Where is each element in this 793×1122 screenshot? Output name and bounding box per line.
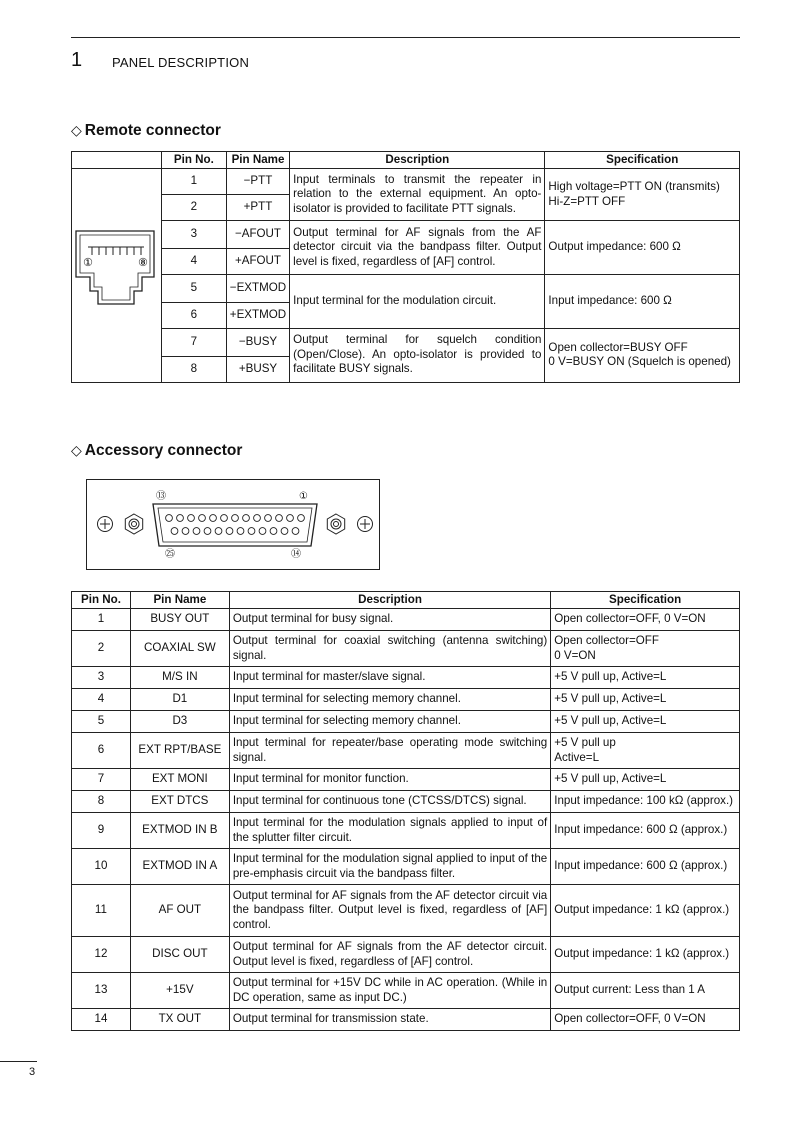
spec-line: +5 V pull up — [554, 736, 616, 749]
pin-name: −BUSY — [226, 328, 289, 356]
pin-description: Input terminal for the modulation circuit. — [290, 274, 545, 328]
page-number: 3 — [29, 1066, 36, 1078]
pin-no: 9 — [72, 813, 131, 849]
chapter-title: PANEL DESCRIPTION — [112, 55, 250, 70]
table-row — [72, 791, 740, 813]
db25-pin-hole — [287, 515, 294, 522]
header-pin-no: Pin No. — [72, 592, 131, 609]
pin-name: DISC OUT — [130, 937, 229, 973]
db25-pin-hole — [237, 528, 244, 535]
pin-no: 5 — [72, 711, 131, 733]
pin-description: Input terminal for selecting memory channel. — [229, 711, 550, 733]
diamond-icon: ◇ — [71, 442, 82, 458]
pin-description: Output terminal for busy signal. — [229, 609, 550, 631]
table-row — [72, 813, 740, 849]
pin-description: Input terminal for selecting memory channel. — [229, 689, 550, 711]
pin-no: 12 — [72, 937, 131, 973]
pin-specification — [545, 169, 740, 221]
table-row — [72, 667, 740, 689]
db25-pin-hole — [226, 528, 233, 535]
spec-line: Output impedance: 1 kΩ (approx.) — [554, 947, 730, 961]
accessory-connector-table — [71, 591, 740, 1031]
pin-specification — [551, 1009, 740, 1031]
pin-no: 3 — [72, 667, 131, 689]
spec-line: Output current: Less than 1 A — [554, 983, 706, 997]
pin-no: 8 — [161, 356, 226, 382]
spec-line: 0 V=BUSY ON (Squelch is opened) — [548, 355, 731, 369]
rj45-connector-cell — [72, 169, 162, 383]
pin-no: 2 — [72, 631, 131, 667]
spec-line: 0 V=ON — [554, 648, 596, 662]
header-specification: Specification — [551, 592, 740, 609]
pin-name: −EXTMOD — [226, 274, 289, 302]
pin-description: Output terminal for AF signals from the AF detector circuit via the bandpass filter. Output level is fixed, regardless of [AF] control. — [229, 885, 550, 937]
pin-label-25: ㉕ — [165, 549, 175, 560]
pin-specification — [551, 667, 740, 689]
spec-line: Open collector=OFF — [554, 634, 659, 647]
pin-description: Input terminal for continuous tone (CTCSS/DTCS) signal. — [229, 791, 550, 813]
pin-description: Input terminal for the modulation signal applied to input of the pre-emphasis circuit via the bandpass filter. — [229, 849, 550, 885]
pin-name: +EXTMOD — [226, 302, 289, 328]
pin-specification — [551, 733, 740, 769]
table-header-row — [72, 592, 740, 609]
accessory-table-body — [72, 609, 740, 1031]
table-row — [72, 274, 740, 302]
db25-pin-hole — [171, 528, 178, 535]
spec-line: Output impedance: 600 Ω — [548, 240, 681, 254]
pin-description: Output terminal for squelch condition (Open/Close). An opto-isolator is provided to facilitate BUSY signals. — [290, 328, 545, 382]
pin-specification — [551, 973, 740, 1009]
chapter-number: 1 — [71, 49, 83, 71]
db25-pin-hole — [188, 515, 195, 522]
pin-no: 13 — [72, 973, 131, 1009]
pin-no: 7 — [72, 769, 131, 791]
pin-no: 7 — [161, 328, 226, 356]
pin-name: −AFOUT — [226, 221, 289, 249]
db25-pin-hole — [248, 528, 255, 535]
pin-name: D1 — [130, 689, 229, 711]
pin-name: +PTT — [226, 195, 289, 221]
table-row — [72, 609, 740, 631]
table-row — [72, 328, 740, 356]
db25-connector-icon — [87, 480, 379, 569]
header-description: Description — [229, 592, 550, 609]
header-specification: Specification — [545, 152, 740, 169]
pin-label-1: ① — [83, 256, 93, 269]
db25-pin-hole — [298, 515, 305, 522]
spec-line: Open collector=OFF, 0 V=ON — [554, 612, 706, 626]
pin-specification — [551, 885, 740, 937]
pin-no: 4 — [161, 248, 226, 274]
db25-pin-hole — [259, 528, 266, 535]
header-pin-name: Pin Name — [226, 152, 289, 169]
accessory-section-title — [71, 442, 242, 460]
db25-pin-hole — [193, 528, 200, 535]
hex-nut-left-icon — [125, 514, 142, 534]
table-row — [72, 733, 740, 769]
pin-description: Input terminal for master/slave signal. — [229, 667, 550, 689]
pin-specification — [551, 689, 740, 711]
table-row — [72, 849, 740, 885]
screw-left-icon — [98, 517, 113, 532]
pin-description: Output terminal for AF signals from the AF detector circuit via the bandpass filter. Output level is fixed, regardless of [AF] control. — [290, 221, 545, 275]
remote-connector-table — [71, 151, 740, 383]
pin-no: 5 — [161, 274, 226, 302]
pin-specification — [551, 937, 740, 973]
table-row — [72, 631, 740, 667]
pin-no: 6 — [72, 733, 131, 769]
pin-label-1: ① — [299, 491, 308, 502]
rj45-connector-icon — [72, 169, 160, 377]
pin-name: EXTMOD IN A — [130, 849, 229, 885]
db25-inner-shell — [158, 508, 312, 542]
db25-pin-hole — [254, 515, 261, 522]
footer-rule — [0, 1061, 37, 1062]
spec-line: Output impedance: 1 kΩ (approx.) — [554, 903, 730, 917]
pin-description: Input terminal for monitor function. — [229, 769, 550, 791]
screw-right-icon — [358, 517, 373, 532]
pin-description: Input terminal for repeater/base operating mode switching signal. — [229, 733, 550, 769]
pin-name: −PTT — [226, 169, 289, 195]
pin-no: 11 — [72, 885, 131, 937]
spec-line: Input impedance: 600 Ω (approx.) — [554, 823, 728, 837]
db25-pin-hole — [243, 515, 250, 522]
pin-no: 3 — [161, 221, 226, 249]
table-row — [72, 711, 740, 733]
pin-name: EXT DTCS — [130, 791, 229, 813]
hex-nut-right-icon — [327, 514, 344, 534]
pin-specification — [545, 328, 740, 382]
spec-line: +5 V pull up, Active=L — [554, 714, 667, 728]
spec-line: Active=L — [554, 750, 600, 764]
pin-no: 14 — [72, 1009, 131, 1031]
pin-name: +15V — [130, 973, 229, 1009]
table-row — [72, 689, 740, 711]
pin-specification — [545, 274, 740, 328]
pin-no: 4 — [72, 689, 131, 711]
pin-no: 1 — [72, 609, 131, 631]
table-row — [72, 769, 740, 791]
db25-pin-hole — [182, 528, 189, 535]
pin-name: EXT MONI — [130, 769, 229, 791]
remote-section-title — [71, 122, 221, 140]
pin-name: M/S IN — [130, 667, 229, 689]
pin-name: +AFOUT — [226, 248, 289, 274]
pin-description: Output terminal for transmission state. — [229, 1009, 550, 1031]
spec-line: High voltage=PTT ON (transmits) — [548, 180, 720, 193]
header-pin-no: Pin No. — [161, 152, 226, 169]
pin-label-14: ⑭ — [291, 549, 301, 560]
pin-no: 1 — [161, 169, 226, 195]
table-row — [72, 169, 740, 195]
accessory-title-text: Accessory connector — [84, 442, 243, 459]
pin-label-8: ⑧ — [138, 256, 148, 269]
pin-specification — [551, 769, 740, 791]
db25-pins — [166, 515, 305, 535]
db25-pin-hole — [270, 528, 277, 535]
pin-specification — [551, 711, 740, 733]
spec-line: Input impedance: 600 Ω (approx.) — [554, 859, 728, 873]
header-description: Description — [290, 152, 545, 169]
spec-line: Input impedance: 100 kΩ (approx.) — [554, 794, 734, 808]
db25-pin-hole — [276, 515, 283, 522]
pin-name: D3 — [130, 711, 229, 733]
remote-title-text: Remote connector — [84, 122, 221, 139]
pin-specification — [551, 849, 740, 885]
spec-line: +5 V pull up, Active=L — [554, 692, 667, 706]
pin-description: Output terminal for coaxial switching (antenna switching) signal. — [229, 631, 550, 667]
db25-pin-hole — [292, 528, 299, 535]
pin-description: Output terminal for +15V DC while in AC operation. (While in DC operation, same as input DC.) — [229, 973, 550, 1009]
pin-name: EXT RPT/BASE — [130, 733, 229, 769]
pin-name: COAXIAL SW — [130, 631, 229, 667]
pin-name: EXTMOD IN B — [130, 813, 229, 849]
spec-line: +5 V pull up, Active=L — [554, 772, 667, 786]
pin-description: Input terminal for the modulation signals applied to input of the splutter filter circuit. — [229, 813, 550, 849]
db25-pin-hole — [199, 515, 206, 522]
table-row — [72, 1009, 740, 1031]
pin-specification — [545, 221, 740, 275]
pin-no: 8 — [72, 791, 131, 813]
spec-line: Input impedance: 600 Ω — [548, 293, 672, 307]
table-header-row — [72, 152, 740, 169]
db25-pin-hole — [204, 528, 211, 535]
pin-description: Output terminal for AF signals from the AF detector circuit. Output level is fixed, regardless of [AF] control. — [229, 937, 550, 973]
pin-specification — [551, 791, 740, 813]
accessory-connector-diagram — [86, 479, 380, 570]
pin-name: AF OUT — [130, 885, 229, 937]
pin-no: 2 — [161, 195, 226, 221]
db25-pin-hole — [265, 515, 272, 522]
pin-label-13: ⑬ — [156, 491, 166, 502]
pin-specification — [551, 631, 740, 667]
db25-pin-hole — [177, 515, 184, 522]
db25-pin-hole — [215, 528, 222, 535]
pin-name: BUSY OUT — [130, 609, 229, 631]
diamond-icon: ◇ — [71, 122, 82, 138]
pin-name: +BUSY — [226, 356, 289, 382]
pin-no: 10 — [72, 849, 131, 885]
pin-description: Input terminals to transmit the repeater in relation to the external equipment. An opto-isolator is provided to facilitate PTT signals. — [290, 169, 545, 221]
pin-specification — [551, 813, 740, 849]
pin-name: TX OUT — [130, 1009, 229, 1031]
table-row — [72, 221, 740, 249]
header-connector — [72, 152, 162, 169]
db25-pin-hole — [281, 528, 288, 535]
spec-line: Open collector=OFF, 0 V=ON — [554, 1012, 706, 1026]
spec-line: Open collector=BUSY OFF — [548, 340, 688, 354]
pin-no: 6 — [161, 302, 226, 328]
header-pin-name: Pin Name — [130, 592, 229, 609]
pin-specification — [551, 609, 740, 631]
table-row — [72, 937, 740, 973]
db25-pin-hole — [232, 515, 239, 522]
db25-shell — [153, 504, 317, 546]
spec-line: Hi-Z=PTT OFF — [548, 194, 626, 208]
header-rule — [71, 37, 740, 38]
db25-pin-hole — [210, 515, 217, 522]
db25-pin-hole — [166, 515, 173, 522]
spec-line: +5 V pull up, Active=L — [554, 670, 667, 684]
db25-pin-hole — [221, 515, 228, 522]
table-row — [72, 885, 740, 937]
table-row — [72, 973, 740, 1009]
